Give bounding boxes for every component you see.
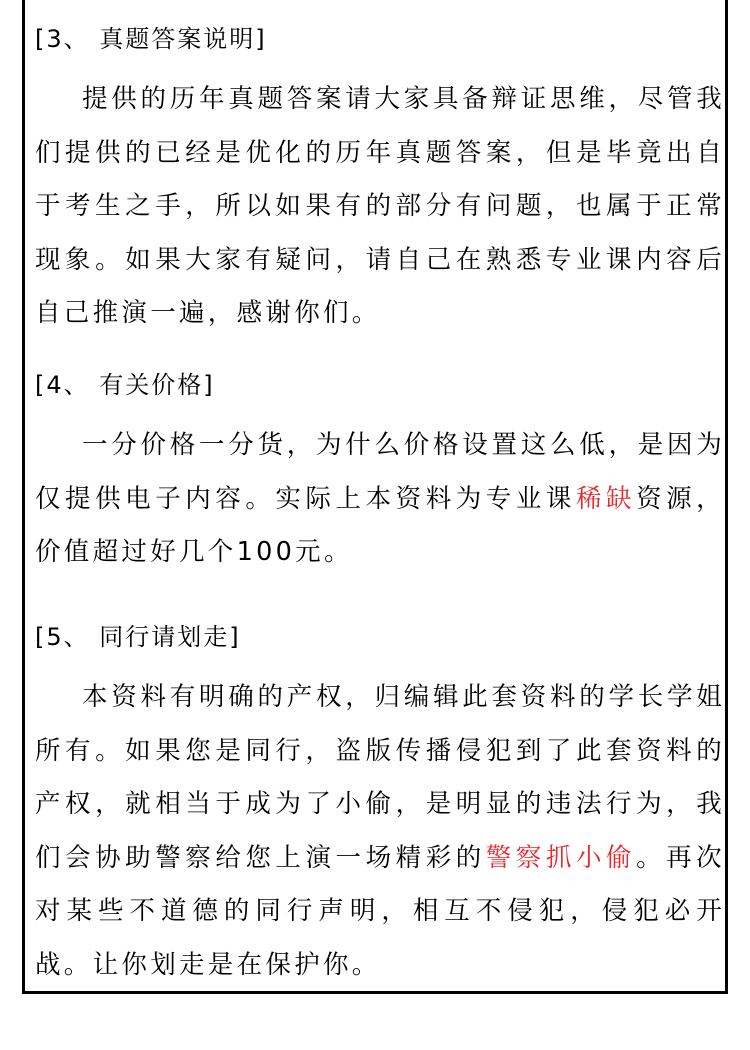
section-price xyxy=(35,368,725,580)
section-heading: [4、 有关价格] xyxy=(35,371,215,399)
paragraph-text: 一分价格一分货，为什么价格设置这么低，是因为仅提供电子内容。实际上本资料为专业课 xyxy=(35,430,725,514)
paragraph-text: 。再次对某些不道德的同行声明，相互不侵犯，侵犯必开战。让你划走是在保护你。 xyxy=(35,842,725,980)
paragraph-text: 资源，价值超过好几个100元。 xyxy=(35,483,725,567)
section-heading: [3、 真题答案说明] xyxy=(35,25,267,53)
paragraph-text: 本资料有明确的产权，归编辑此套资料的学长学姐所有。如果您是同行，盗版传播侵犯到了此套资料的产权，就相当于成为了小偷，是明显的违法行为，我们会协助警察给您上演一场精彩的 xyxy=(35,682,725,873)
section-paragraph xyxy=(35,671,725,992)
section-answers-note xyxy=(35,22,725,341)
highlight-text: 稀缺 xyxy=(575,483,637,514)
section-paragraph xyxy=(35,419,725,580)
section-heading: [5、 同行请划走] xyxy=(35,623,241,651)
section-paragraph: 提供的历年真题答案请大家具备辩证思维，尽管我们提供的已经是优化的历年真题答案，但是毕竟出自于考生之手，所以如果有的部分有问题，也属于正常现象。如果大家有疑问，请自己在熟悉专业课内容后自己推演一遍，感谢你们。 xyxy=(35,84,725,328)
highlight-text: 警察抓小偷 xyxy=(485,842,637,873)
section-competitors xyxy=(35,620,725,992)
